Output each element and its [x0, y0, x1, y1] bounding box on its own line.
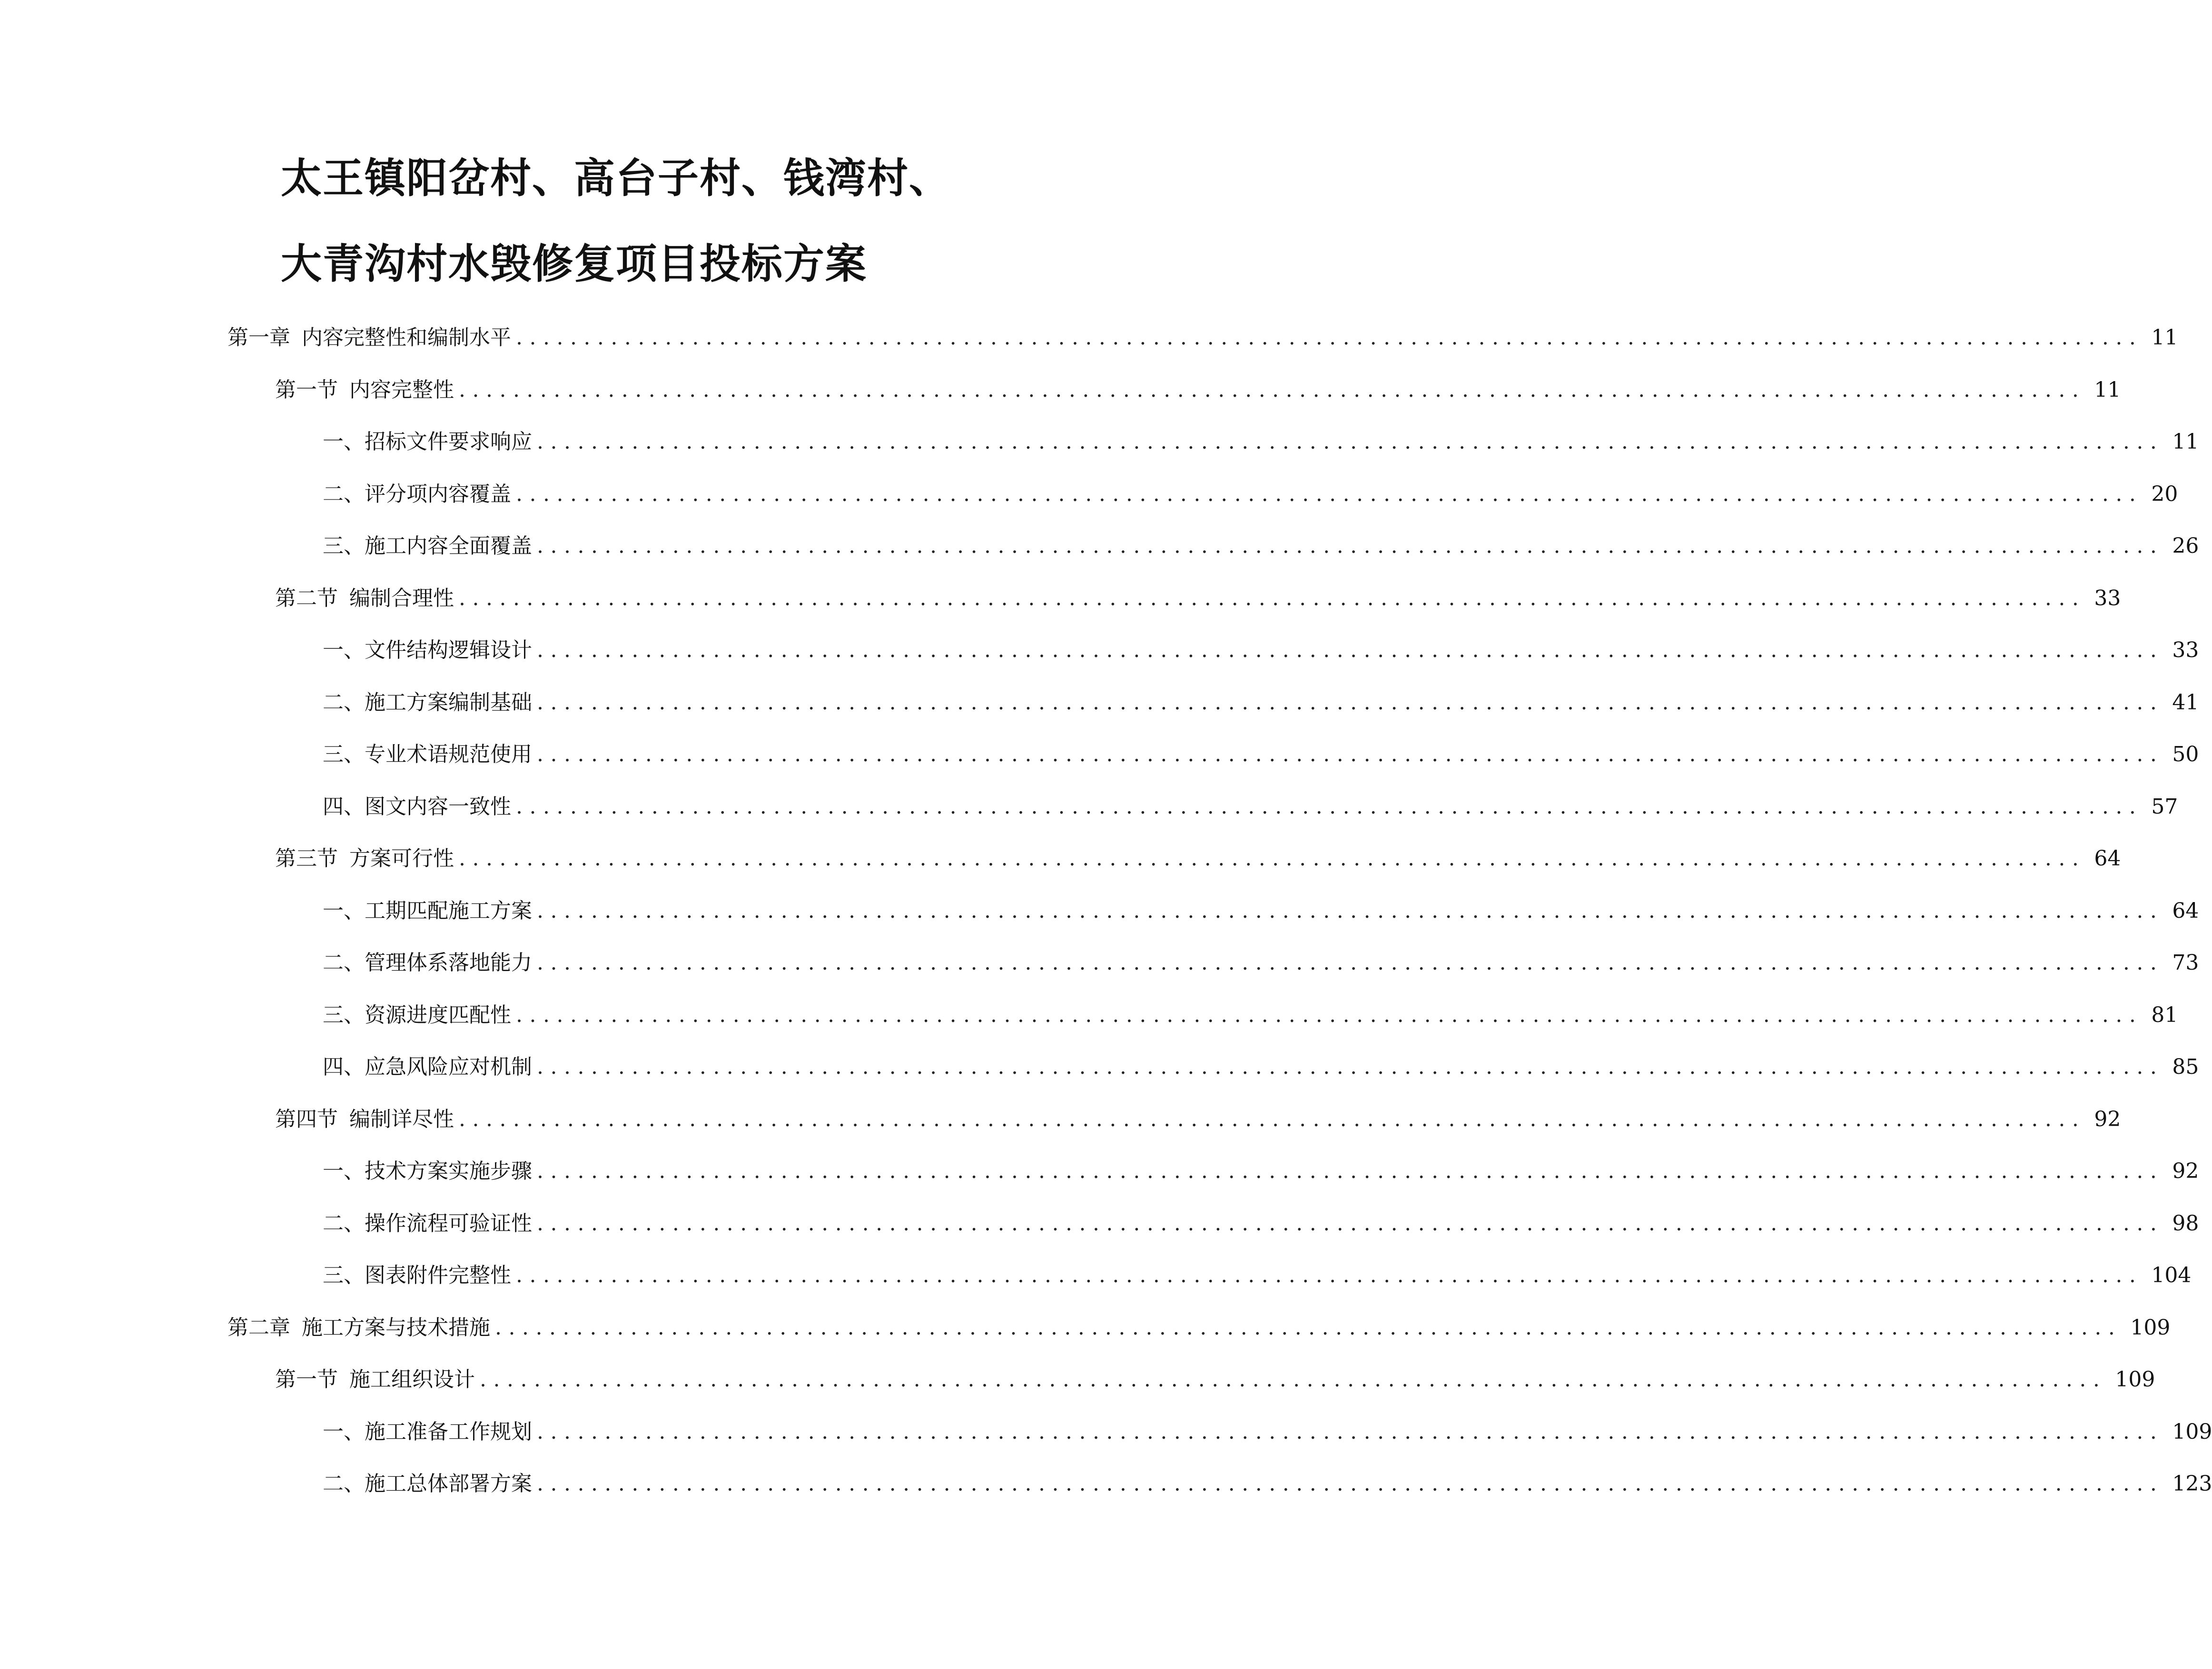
toc-entry-title: 管理体系落地能力	[365, 951, 532, 975]
toc-entry-number: 第三节	[275, 846, 338, 871]
toc-dot-leader: ........................................................................................................................	[537, 1472, 2164, 1496]
toc-entry-number: 二、	[323, 481, 365, 506]
toc-page-number: 20	[2151, 481, 2178, 506]
toc-entry[interactable]	[323, 944, 2199, 982]
toc-entry-title: 编制合理性	[349, 586, 454, 610]
toc-entry-title: 工期匹配施工方案	[365, 898, 532, 923]
toc-entry-number: 第一章	[227, 325, 290, 350]
toc-entry-number: 一、	[323, 898, 365, 923]
toc-entry[interactable]	[227, 319, 2178, 357]
toc-page-number: 11	[2151, 325, 2178, 350]
toc-page-number: 92	[2172, 1159, 2199, 1183]
toc-page-number: 123	[2172, 1472, 2212, 1496]
toc-dot-leader: ........................................................................................................................	[537, 898, 2164, 923]
toc-page-number: 11	[2172, 430, 2199, 454]
toc-dot-leader: ........................................................................................................................	[516, 481, 2143, 506]
toc-entry[interactable]	[275, 1100, 2121, 1139]
toc-entry-title: 编制详尽性	[349, 1107, 454, 1131]
toc-entry-title: 图表附件完整性	[365, 1263, 511, 1287]
toc-entry-number: 第四节	[275, 1107, 338, 1131]
toc-page-number: 109	[2172, 1419, 2212, 1444]
toc-entry[interactable]	[323, 1413, 2212, 1451]
toc-entry-title: 内容完整性	[349, 377, 454, 402]
toc-entry[interactable]	[323, 788, 2178, 826]
toc-entry-title: 施工方案与技术措施	[302, 1315, 490, 1340]
toc-page-number: 85	[2172, 1055, 2199, 1079]
toc-dot-leader: ........................................................................................................................	[459, 586, 2086, 610]
toc-entry-title: 施工内容全面覆盖	[365, 534, 532, 558]
toc-entry[interactable]	[227, 1309, 2171, 1347]
toc-entry[interactable]	[323, 423, 2199, 461]
toc-dot-leader: ........................................................................................................................	[537, 1419, 2164, 1444]
toc-entry-title: 专业术语规范使用	[365, 742, 532, 766]
toc-dot-leader: ........................................................................................................................	[537, 638, 2164, 662]
toc-entry-number: 第一节	[275, 377, 338, 402]
toc-entry-number: 二、	[323, 690, 365, 715]
toc-page-number: 109	[2115, 1367, 2155, 1392]
toc-entry-title: 施工准备工作规划	[365, 1419, 532, 1444]
toc-page-number: 64	[2172, 898, 2199, 923]
toc-page-number: 104	[2151, 1263, 2192, 1287]
toc-dot-leader: ........................................................................................................................	[516, 794, 2143, 819]
toc-page-number: 73	[2172, 951, 2199, 975]
toc-page-number: 92	[2094, 1107, 2121, 1131]
toc-entry[interactable]	[323, 996, 2178, 1034]
toc-entry-title: 操作流程可验证性	[365, 1211, 532, 1236]
toc-entry-number: 三、	[323, 1002, 365, 1027]
toc-page-number: 98	[2172, 1211, 2199, 1236]
toc-entry-title: 施工方案编制基础	[365, 690, 532, 715]
toc-dot-leader: ........................................................................................................................	[537, 742, 2164, 766]
toc-entry[interactable]	[323, 1205, 2199, 1243]
toc-dot-leader: ........................................................................................................................	[516, 325, 2143, 350]
toc-entry-number: 三、	[323, 742, 365, 766]
document-title-line-1: 太王镇阳岔村、高台子村、钱湾村、	[281, 155, 951, 202]
toc-dot-leader: ........................................................................................................................	[516, 1263, 2143, 1287]
toc-entry[interactable]	[323, 736, 2199, 774]
document-title-line-2: 大青沟村水毁修复项目投标方案	[281, 240, 867, 288]
toc-dot-leader: ........................................................................................................................	[480, 1367, 2107, 1392]
toc-entry[interactable]	[323, 527, 2199, 565]
toc-dot-leader: ........................................................................................................................	[537, 1211, 2164, 1236]
toc-page-number: 26	[2172, 534, 2199, 558]
toc-page-number: 64	[2094, 846, 2121, 871]
toc-entry[interactable]	[323, 1257, 2192, 1295]
toc-page-number: 109	[2130, 1315, 2171, 1340]
toc-dot-leader: ........................................................................................................................	[459, 846, 2086, 871]
toc-entry-number: 四、	[323, 1055, 365, 1079]
toc-entry-title: 施工组织设计	[349, 1367, 475, 1392]
toc-entry-title: 资源进度匹配性	[365, 1002, 511, 1027]
toc-dot-leader: ........................................................................................................................	[459, 377, 2086, 402]
toc-entry[interactable]	[323, 684, 2199, 722]
toc-entry-title: 应急风险应对机制	[365, 1055, 532, 1079]
toc-entry-title: 施工总体部署方案	[365, 1472, 532, 1496]
toc-entry-number: 一、	[323, 1159, 365, 1183]
toc-entry-number: 二、	[323, 1472, 365, 1496]
toc-entry-number: 一、	[323, 638, 365, 662]
toc-entry-number: 第一节	[275, 1367, 338, 1392]
toc-entry[interactable]	[323, 892, 2199, 930]
toc-entry[interactable]	[323, 475, 2178, 513]
toc-dot-leader: ........................................................................................................................	[537, 951, 2164, 975]
toc-entry[interactable]	[275, 579, 2121, 618]
toc-entry-number: 二、	[323, 951, 365, 975]
toc-entry[interactable]	[275, 840, 2121, 878]
toc-dot-leader: ........................................................................................................................	[537, 534, 2164, 558]
toc-entry-number: 第二章	[227, 1315, 290, 1340]
toc-dot-leader: ........................................................................................................................	[537, 690, 2164, 715]
toc-entry-number: 第二节	[275, 586, 338, 610]
toc-entry-number: 一、	[323, 1419, 365, 1444]
toc-page-number: 57	[2151, 794, 2178, 819]
toc-entry-title: 文件结构逻辑设计	[365, 638, 532, 662]
toc-dot-leader: ........................................................................................................................	[516, 1002, 2143, 1027]
toc-dot-leader: ........................................................................................................................	[537, 1159, 2164, 1183]
toc-page-number: 33	[2172, 638, 2199, 662]
toc-entry-number: 三、	[323, 534, 365, 558]
toc-page-number: 81	[2151, 1002, 2178, 1027]
toc-dot-leader: ........................................................................................................................	[495, 1315, 2122, 1340]
toc-entry[interactable]	[323, 631, 2199, 669]
toc-dot-leader: ........................................................................................................................	[537, 1055, 2164, 1079]
toc-entry-title: 图文内容一致性	[365, 794, 511, 819]
toc-dot-leader: ........................................................................................................................	[537, 430, 2164, 454]
toc-entry-number: 一、	[323, 430, 365, 454]
toc-page-number: 33	[2094, 586, 2121, 610]
toc-page-number: 41	[2172, 690, 2199, 715]
toc-entry[interactable]	[275, 1361, 2155, 1399]
toc-entry[interactable]	[323, 1465, 2212, 1503]
toc-entry-number: 三、	[323, 1263, 365, 1287]
toc-entry[interactable]	[323, 1152, 2199, 1190]
toc-entry-number: 二、	[323, 1211, 365, 1236]
toc-page-number: 11	[2094, 377, 2121, 402]
toc-entry-title: 技术方案实施步骤	[365, 1159, 532, 1183]
toc-entry-title: 内容完整性和编制水平	[302, 325, 511, 350]
toc-entry[interactable]	[275, 371, 2121, 409]
toc-entry-title: 评分项内容覆盖	[365, 481, 511, 506]
toc-entry-title: 方案可行性	[349, 846, 454, 871]
toc-page-number: 50	[2172, 742, 2199, 766]
toc-entry-number: 四、	[323, 794, 365, 819]
toc-entry-title: 招标文件要求响应	[365, 430, 532, 454]
toc-dot-leader: ........................................................................................................................	[459, 1107, 2086, 1131]
toc-entry[interactable]	[323, 1048, 2199, 1086]
